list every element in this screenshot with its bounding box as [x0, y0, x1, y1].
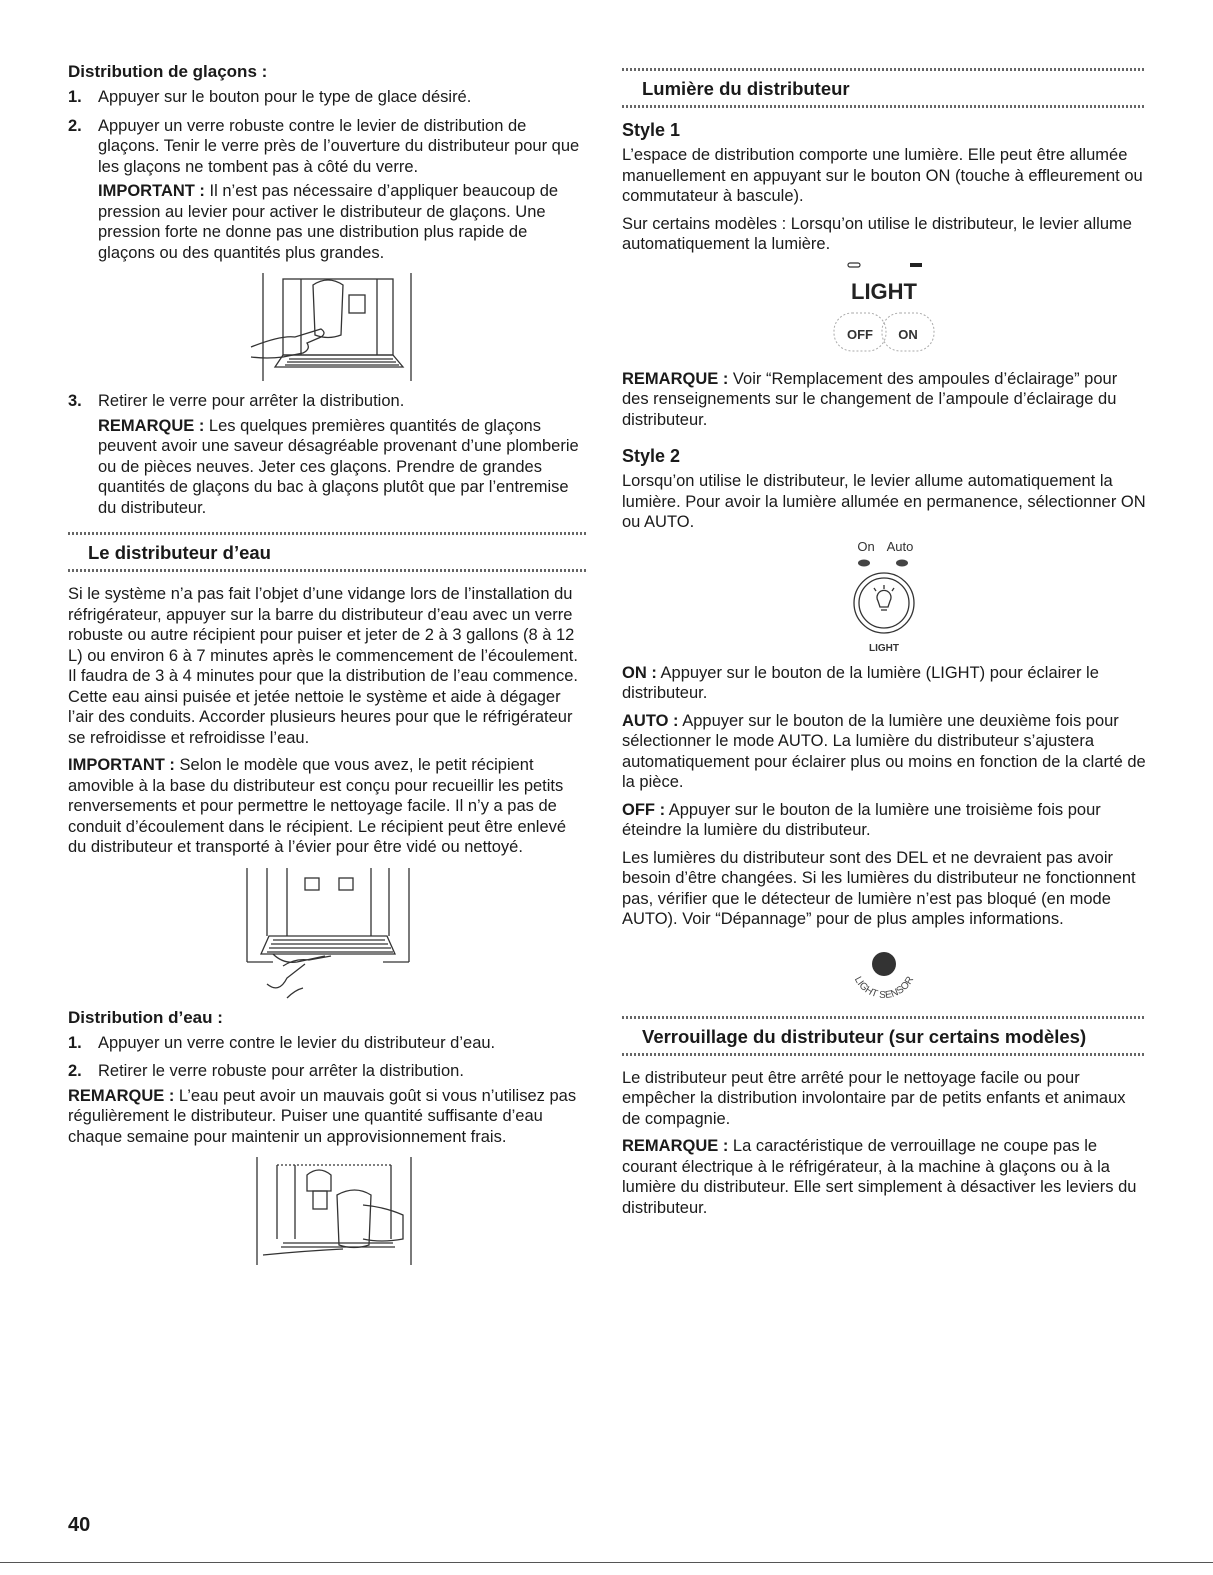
step-number: 2. — [68, 1062, 82, 1080]
off-mode-paragraph — [622, 800, 1146, 841]
list-item — [68, 391, 588, 412]
button-on-label: On — [857, 538, 875, 554]
light-sensor-illustration — [834, 936, 934, 1006]
light-button-illustration — [824, 537, 944, 655]
water-steps-list — [68, 1033, 588, 1082]
off-indicator-icon — [848, 263, 860, 267]
step-text: Appuyer un verre contre le levier du distributeur d’eau. — [98, 1033, 496, 1052]
auto-label: AUTO : — [622, 711, 679, 730]
style-1-models-paragraph: Sur certains modèles : Lorsqu’on utilise le distributeur, le levier allume automatiquement la lumière. — [622, 214, 1132, 253]
water-dispensing-illustration — [243, 1155, 413, 1267]
section-title: Lumière du distributeur — [642, 78, 850, 99]
list-item — [68, 1033, 588, 1054]
light-switch-illustration — [814, 257, 954, 361]
remark-text: La caractéristique de verrouillage ne coupe pas le courant électrique à le réfrigérateur, à la machine à glaçons ou à la lumière du distributeur. Elle sert simplement à désactiver les leviers du distributeur. — [622, 1137, 1137, 1217]
button-light-label: LIGHT — [869, 642, 899, 654]
step-number: 1. — [68, 1033, 82, 1052]
on-indicator-icon — [910, 263, 922, 267]
remark-text: L’eau peut avoir un mauvais goût si vous n’utilisez pas régulièrement le distributeur. Puiser une quantité suffisante d’eau chaque semaine pour maintenir un approvisionnement frais. — [68, 1086, 577, 1146]
remark-label: REMARQUE : — [68, 1086, 175, 1105]
remark-text: Voir “Remplacement des ampoules d’éclairage” pour des renseignements sur le changement de l’ampoule d’éclairage du distributeur. — [622, 369, 1118, 429]
section-title: Le distributeur d’eau — [88, 542, 271, 563]
list-item — [68, 1061, 588, 1082]
step-text: Appuyer sur le bouton pour le type de glace désiré. — [98, 88, 472, 106]
important-text: Selon le modèle que vous avez, le petit récipient amovible à la base du distributeur est conçu pour recueillir les petits renversements et pour permettre le nettoyage facile. Il n’y a pas de conduit d’écoulement dans le récipient. Le récipient peut être enlevé du distributeur et transporté à l’évier pour être vidé ou nettoyé. — [68, 756, 567, 856]
off-text: Appuyer sur le bouton de la lumière une troisième fois pour éteindre la lumière du distributeur. — [622, 800, 1101, 839]
remark-text: Les quelques premières quantités de glaçons peuvent avoir une saveur désagréable provenant d’une plomberie ou de pièces neuves. Jeter ces glaçons. Prendre de grandes quantités de glaçons du bac à glaçons plutôt que par l’entremise du distributeur. — [98, 416, 579, 517]
water-dispenser-section-header — [68, 532, 588, 572]
ice-dispensing-heading: Distribution de glaçons : — [68, 62, 268, 81]
lock-remark — [622, 1136, 1146, 1218]
dispenser-light-section-header — [622, 68, 1146, 108]
remark-label: REMARQUE : — [98, 416, 205, 435]
style-2-paragraph: Lorsqu’on utilise le distributeur, le levier allume automatiquement la lumière. Pour avoir la lumière allumée en permanence, sélectionner ON ou AUTO. — [622, 472, 1146, 531]
water-dispensing-heading: Distribution d’eau : — [68, 1007, 223, 1027]
button-auto-label: Auto — [886, 538, 914, 554]
light-bulb-icon — [854, 573, 914, 633]
important-label: IMPORTANT : — [68, 756, 175, 774]
step-number: 1. — [68, 88, 82, 106]
style-1-remark — [622, 369, 1146, 431]
ice-steps-list — [68, 87, 588, 177]
off-label: OFF : — [622, 800, 666, 819]
lock-paragraph: Le distributeur peut être arrêté pour le nettoyage facile ou pour empêcher la distribution involontaire par de petits enfants et animaux de compagnie. — [622, 1068, 1126, 1128]
bottom-rule — [0, 1562, 1213, 1563]
step-text: Retirer le verre pour arrêter la distribution. — [98, 392, 405, 410]
list-item — [68, 116, 588, 178]
ice-dispensing-illustration — [243, 271, 413, 383]
on-mode-paragraph — [622, 663, 1146, 704]
drip-tray-illustration — [243, 866, 413, 1000]
dispenser-lock-section-header — [622, 1016, 1146, 1056]
left-column — [68, 62, 588, 1275]
led-paragraph: Les lumières du distributeur sont des DEL et ne devraient pas avoir besoin d’être changées. Si les lumières du distributeur ne fonctionnent pas, vérifier que le détecteur de lumière n’est pas bloqué (en mode AUTO). Voir “Dépannage” pour de plus amples informations. — [622, 848, 1136, 928]
important-text: Il n’est pas nécessaire d’appliquer beaucoup de pression au levier pour activer le distributeur de glaçons. Une pression forte ne donne pas une distribution plus rapide de glaçons ou des quantités plus grandes. — [98, 182, 559, 262]
on-led-icon — [858, 559, 870, 566]
light-switch-label: LIGHT — [851, 278, 917, 304]
switch-off-label: OFF — [847, 326, 873, 342]
ice-step3-list — [68, 391, 588, 412]
section-title: Verrouillage du distributeur (sur certains modèles) — [642, 1025, 1087, 1047]
auto-mode-paragraph — [622, 711, 1146, 793]
important-label: IMPORTANT : — [98, 182, 205, 200]
water-important-note — [68, 755, 588, 858]
ice-remark — [68, 416, 588, 519]
on-label: ON : — [622, 663, 657, 682]
step-number: 2. — [68, 116, 82, 135]
step-text: Retirer le verre robuste pour arrêter la distribution. — [98, 1062, 464, 1080]
ice-important-note — [68, 181, 588, 263]
style-2-heading: Style 2 — [622, 446, 681, 466]
remark-label: REMARQUE : — [622, 1137, 729, 1155]
page-number: 40 — [68, 1514, 91, 1536]
switch-on-label: ON — [898, 326, 918, 342]
style-1-heading: Style 1 — [622, 120, 681, 140]
right-column — [622, 62, 1146, 1218]
list-item — [68, 87, 588, 108]
water-remark — [68, 1086, 588, 1148]
style-1-paragraph: L’espace de distribution comporte une lumière. Elle peut être allumée manuellement en appuyant sur le bouton ON (touche à effleurement ou commutateur à bascule). — [622, 146, 1143, 205]
step-number: 3. — [68, 392, 82, 410]
on-text: Appuyer sur le bouton de la lumière (LIGHT) pour éclairer le distributeur. — [622, 663, 1099, 702]
remark-label: REMARQUE : — [622, 369, 729, 388]
light-sensor-icon — [872, 952, 896, 976]
step-text: Appuyer un verre robuste contre le levier de distribution de glaçons. Tenir le verre près de l’ouverture du distributeur pour que les glaçons ne tombent pas à côté du verre. — [98, 116, 580, 176]
water-intro-paragraph: Si le système n’a pas fait l’objet d’une vidange lors de l’installation du réfrigérateur, appuyer sur la barre du distributeur d’eau avec un verre robuste ou autre récipient pour puiser et jeter de 2 à 3 gallons (8 à 12 L) ou environ 6 à 7 minutes après le commencement de l’écoulement. Il faudra de 3 à 4 minutes pour que la distribution de l’eau commence. Cette eau ainsi puisée et jetée nettoie le système et aide à dégager l’air des conduits. Accorder plusieurs heures pour que le réfrigérateur se refroidisse et refroidisse l’eau. — [68, 585, 578, 747]
auto-led-icon — [896, 559, 908, 566]
auto-text: Appuyer sur le bouton de la lumière une deuxième fois pour sélectionner le mode AUTO. La lumière du distributeur s’ajustera automatiquement pour éclairer plus ou moins en fonction de la clarté de la pièce. — [622, 711, 1146, 791]
light-sensor-label: LIGHT SENSOR — [851, 974, 917, 1001]
